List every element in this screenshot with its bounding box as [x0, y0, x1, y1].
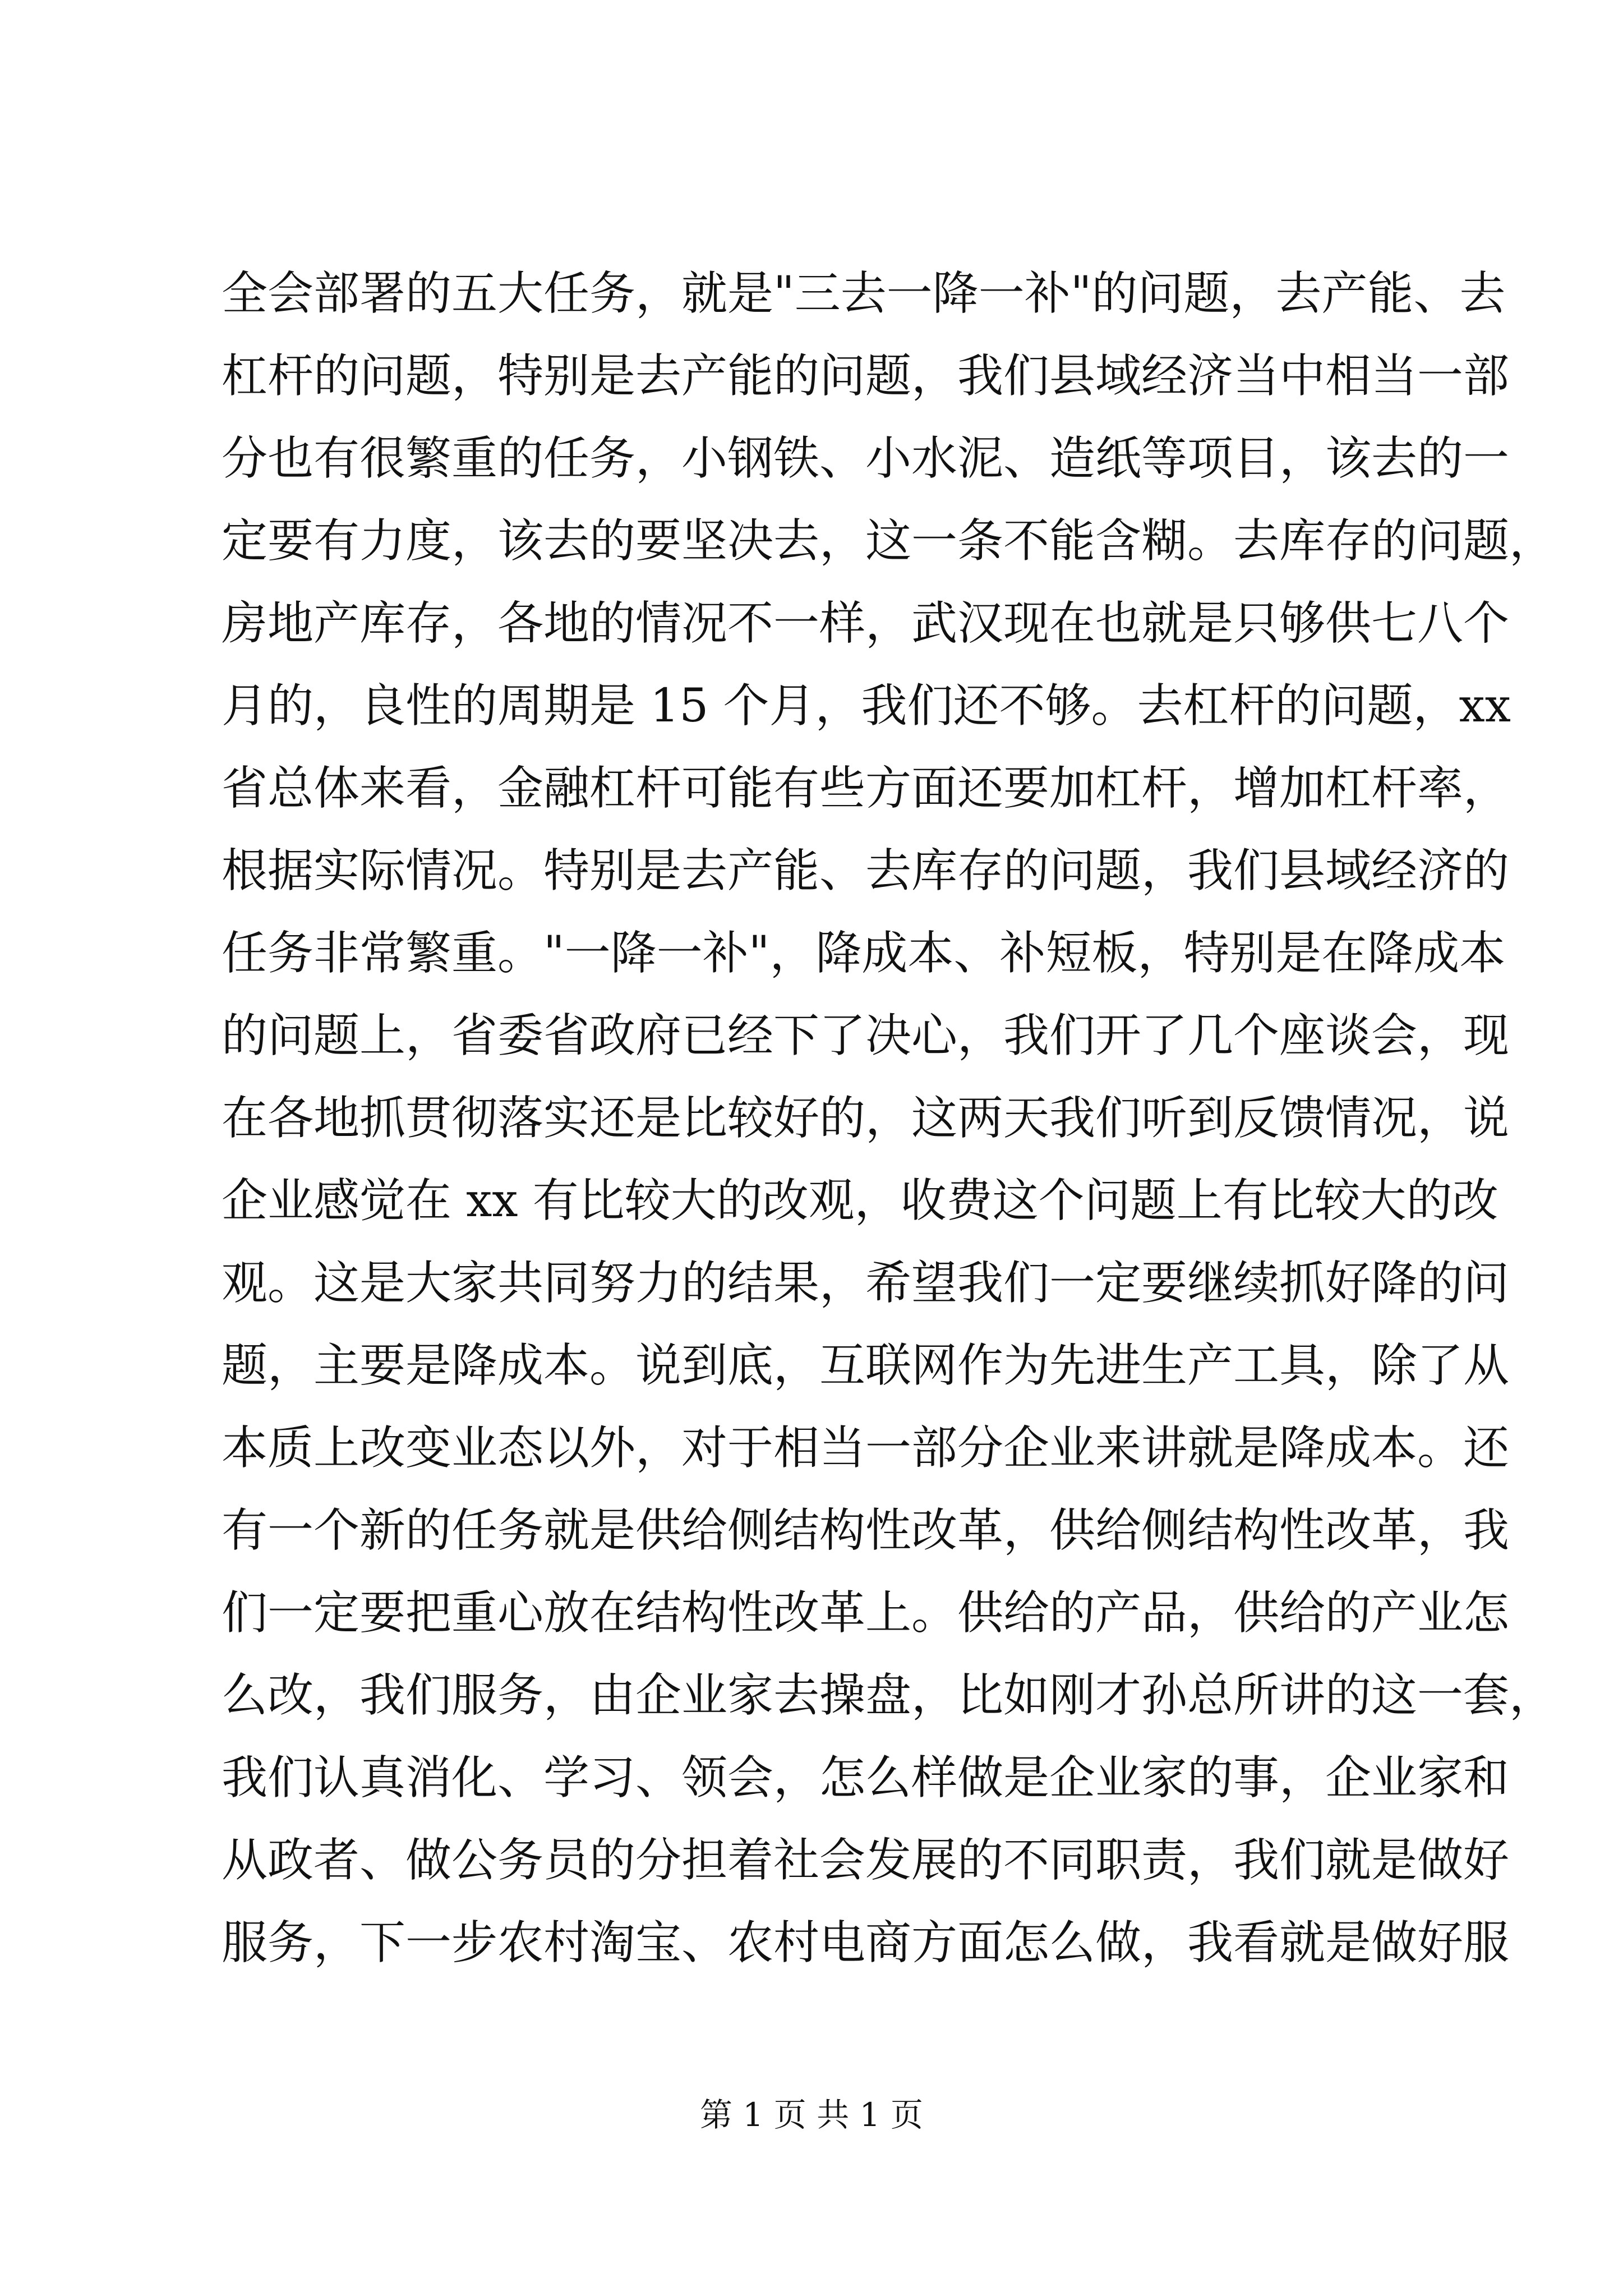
page-footer: 第 1 页 共 1 页	[700, 2096, 923, 2134]
text-line: 定要有力度，该去的要坚决去，这一条不能含糊。去库存的问题，	[222, 514, 1556, 568]
text-line: 我们认真消化、学习、领会，怎么样做是企业家的事，企业家和	[222, 1751, 1510, 1805]
text-line: 么改，我们服务，由企业家去操盘，比如刚才孙总所讲的这一套，	[222, 1669, 1556, 1722]
text-line: 在各地抓贯彻落实还是比较好的，这两天我们听到反馈情况，说	[222, 1092, 1510, 1145]
body-text	[222, 252, 1556, 1984]
text-line: 们一定要把重心放在结构性改革上。供给的产品，供给的产业怎	[222, 1586, 1510, 1640]
text-line: 题，主要是降成本。说到底，互联网作为先进生产工具，除了从	[222, 1339, 1510, 1392]
text-line: 服务，下一步农村淘宝、农村电商方面怎么做，我看就是做好服	[222, 1916, 1510, 1970]
text-line: 观。这是大家共同努力的结果，希望我们一定要继续抓好降的问	[222, 1257, 1510, 1310]
text-line: 杠杆的问题，特别是去产能的问题，我们县域经济当中相当一部	[222, 349, 1510, 403]
text-line: 根据实际情况。特别是去产能、去库存的问题，我们县域经济的	[222, 844, 1510, 898]
text-line: 从政者、做公务员的分担着社会发展的不同职责，我们就是做好	[222, 1834, 1510, 1887]
text-line: 房地产库存，各地的情况不一样，武汉现在也就是只够供七八个	[222, 597, 1510, 650]
text-line: 任务非常繁重。"一降一补"，降成本、补短板，特别是在降成本	[222, 927, 1506, 980]
text-line: 省总体来看，金融杠杆可能有些方面还要加杠杆，增加杠杆率，	[222, 762, 1510, 815]
text-line: 全会部署的五大任务，就是"三去一降一补"的问题，去产能、去	[222, 267, 1506, 320]
text-line: 月的，良性的周期是 15 个月，我们还不够。去杠杆的问题，xx	[222, 679, 1511, 733]
text-line: 企业感觉在 xx 有比较大的改观，收费这个问题上有比较大的改	[222, 1174, 1498, 1227]
text-line: 分也有很繁重的任务，小钢铁、小水泥、造纸等项目，该去的一	[222, 432, 1510, 485]
text-line: 本质上改变业态以外，对于相当一部分企业来讲就是降成本。还	[222, 1421, 1510, 1475]
text-line: 的问题上，省委省政府已经下了决心，我们开了几个座谈会，现	[222, 1009, 1510, 1062]
text-line: 有一个新的任务就是供给侧结构性改革，供给侧结构性改革，我	[222, 1504, 1510, 1557]
